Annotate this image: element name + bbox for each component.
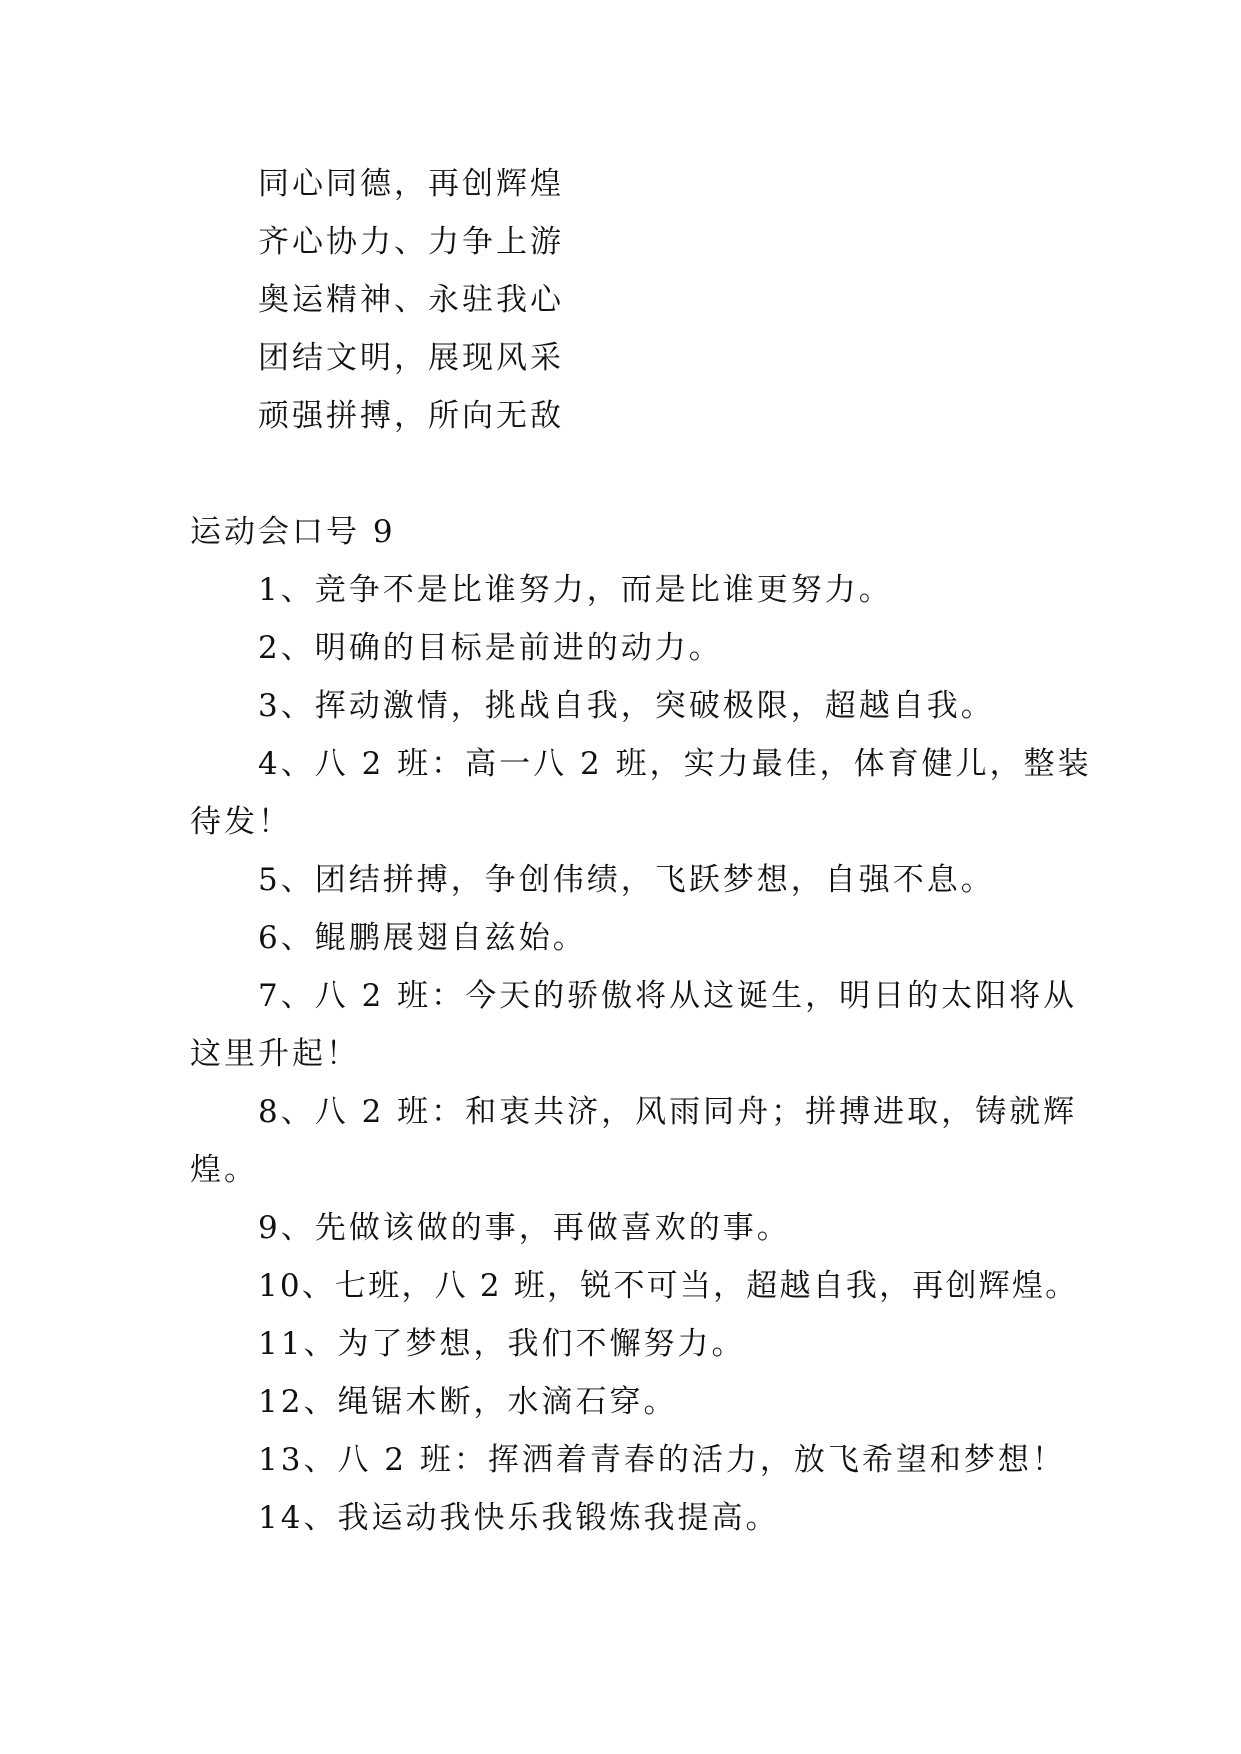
list-item: 10、七班，八 2 班，锐不可当，超越自我，再创辉煌。 xyxy=(258,1268,1079,1304)
slogan-line: 同心同德，再创辉煌 xyxy=(258,166,564,202)
slogan-line: 顽强拼搏，所向无敌 xyxy=(258,398,564,434)
list-item: 4、八 2 班：高一八 2 班，实力最佳，体育健儿，整装 xyxy=(258,746,1092,782)
list-item: 8、八 2 班：和衷共济，风雨同舟；拼搏进取，铸就辉 xyxy=(258,1094,1078,1130)
list-item: 11、为了梦想，我们不懈努力。 xyxy=(258,1326,746,1362)
list-item: 7、八 2 班：今天的骄傲将从这诞生，明日的太阳将从 xyxy=(258,978,1078,1014)
list-item: 1、竞争不是比谁努力，而是比谁更努力。 xyxy=(258,572,893,608)
list-item: 2、明确的目标是前进的动力。 xyxy=(258,630,723,666)
list-item: 9、先做该做的事，再做喜欢的事。 xyxy=(258,1210,791,1246)
list-item: 12、绳锯木断，水滴石穿。 xyxy=(258,1384,678,1420)
list-item: 6、鲲鹏展翅自兹始。 xyxy=(258,920,587,956)
list-item: 13、八 2 班：挥洒着青春的活力，放飞希望和梦想！ xyxy=(258,1442,1066,1478)
list-item-continuation: 待发！ xyxy=(190,804,292,840)
slogan-line: 齐心协力、力争上游 xyxy=(258,224,564,260)
section-heading: 运动会口号 9 xyxy=(190,514,396,550)
list-item: 14、我运动我快乐我锻炼我提高。 xyxy=(258,1500,780,1536)
list-item: 5、团结拼搏，争创伟绩，飞跃梦想，自强不息。 xyxy=(258,862,995,898)
list-item-continuation: 这里升起！ xyxy=(190,1036,360,1072)
list-item: 3、挥动激情，挑战自我，突破极限，超越自我。 xyxy=(258,688,995,724)
list-item-continuation: 煌。 xyxy=(190,1152,258,1188)
slogan-line: 奥运精神、永驻我心 xyxy=(258,282,564,318)
slogan-line: 团结文明，展现风采 xyxy=(258,340,564,376)
